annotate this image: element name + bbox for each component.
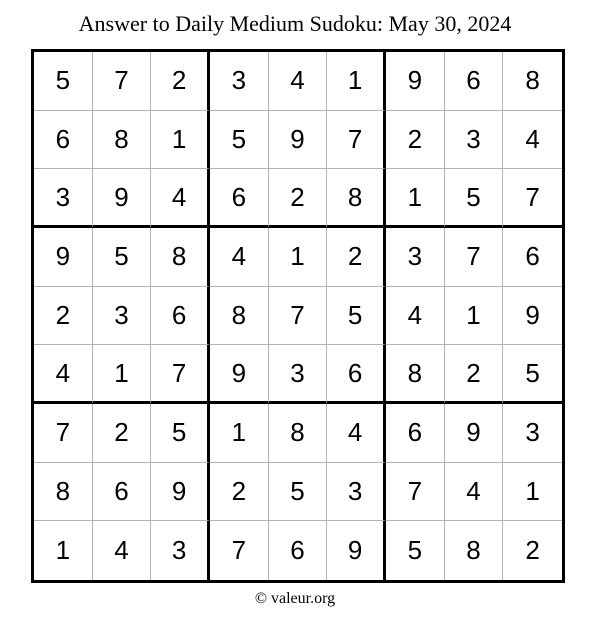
sudoku-cell-r5c3: 6	[151, 287, 210, 346]
sudoku-cell-r8c2: 6	[93, 463, 152, 522]
sudoku-cell-r1c4: 3	[210, 52, 269, 111]
sudoku-cell-r4c2: 5	[93, 228, 152, 287]
sudoku-cell-r8c3: 9	[151, 463, 210, 522]
sudoku-cell-r9c7: 5	[386, 521, 445, 580]
sudoku-cell-r2c1: 6	[34, 111, 93, 170]
sudoku-cell-r8c4: 2	[210, 463, 269, 522]
sudoku-cell-r8c7: 7	[386, 463, 445, 522]
sudoku-cell-r1c2: 7	[93, 52, 152, 111]
sudoku-cell-r3c7: 1	[386, 169, 445, 228]
sudoku-cell-r4c3: 8	[151, 228, 210, 287]
copyright-footer: © valeur.org	[254, 590, 336, 607]
sudoku-cell-r1c7: 9	[386, 52, 445, 111]
sudoku-board	[31, 49, 565, 583]
sudoku-cell-r5c5: 7	[269, 287, 328, 346]
sudoku-cell-r3c4: 6	[210, 169, 269, 228]
sudoku-cell-r7c4: 1	[210, 404, 269, 463]
sudoku-cell-r6c6: 6	[327, 345, 386, 404]
sudoku-cell-r6c1: 4	[34, 345, 93, 404]
sudoku-cell-r5c7: 4	[386, 287, 445, 346]
sudoku-cell-r7c1: 7	[34, 404, 93, 463]
sudoku-cell-r5c2: 3	[93, 287, 152, 346]
sudoku-cell-r5c9: 9	[503, 287, 562, 346]
sudoku-cell-r9c8: 8	[445, 521, 504, 580]
sudoku-cell-r8c9: 1	[503, 463, 562, 522]
sudoku-cell-r2c9: 4	[503, 111, 562, 170]
sudoku-cell-r9c6: 9	[327, 521, 386, 580]
sudoku-cell-r4c9: 6	[503, 228, 562, 287]
sudoku-cell-r1c1: 5	[34, 52, 93, 111]
sudoku-cell-r3c8: 5	[445, 169, 504, 228]
sudoku-cell-r3c2: 9	[93, 169, 152, 228]
sudoku-cell-r1c5: 4	[269, 52, 328, 111]
sudoku-cell-r9c4: 7	[210, 521, 269, 580]
sudoku-cell-r3c3: 4	[151, 169, 210, 228]
sudoku-cell-r2c4: 5	[210, 111, 269, 170]
sudoku-cell-r6c3: 7	[151, 345, 210, 404]
sudoku-cell-r8c6: 3	[327, 463, 386, 522]
sudoku-cell-r2c8: 3	[445, 111, 504, 170]
sudoku-cell-r9c5: 6	[269, 521, 328, 580]
sudoku-cell-r7c8: 9	[445, 404, 504, 463]
sudoku-cell-r3c9: 7	[503, 169, 562, 228]
sudoku-cell-r6c2: 1	[93, 345, 152, 404]
sudoku-cell-r7c7: 6	[386, 404, 445, 463]
sudoku-cell-r3c6: 8	[327, 169, 386, 228]
sudoku-cell-r4c8: 7	[445, 228, 504, 287]
sudoku-cell-r4c5: 1	[269, 228, 328, 287]
sudoku-cell-r2c7: 2	[386, 111, 445, 170]
sudoku-cell-r7c3: 5	[151, 404, 210, 463]
sudoku-cell-r9c3: 3	[151, 521, 210, 580]
page-title: Answer to Daily Medium Sudoku: May 30, 2024	[78, 11, 512, 36]
sudoku-cell-r6c9: 5	[503, 345, 562, 404]
sudoku-cell-r2c2: 8	[93, 111, 152, 170]
sudoku-cell-r4c7: 3	[386, 228, 445, 287]
sudoku-cell-r4c4: 4	[210, 228, 269, 287]
sudoku-cell-r1c9: 8	[503, 52, 562, 111]
sudoku-cell-r7c9: 3	[503, 404, 562, 463]
sudoku-cell-r2c3: 1	[151, 111, 210, 170]
sudoku-cell-r4c1: 9	[34, 228, 93, 287]
sudoku-cell-r4c6: 2	[327, 228, 386, 287]
sudoku-cell-r5c1: 2	[34, 287, 93, 346]
sudoku-cell-r9c1: 1	[34, 521, 93, 580]
sudoku-cell-r6c8: 2	[445, 345, 504, 404]
sudoku-cell-r5c4: 8	[210, 287, 269, 346]
sudoku-cell-r6c5: 3	[269, 345, 328, 404]
sudoku-cell-r1c8: 6	[445, 52, 504, 111]
sudoku-cell-r9c9: 2	[525, 535, 540, 566]
sudoku-cell-r7c5: 8	[269, 404, 328, 463]
sudoku-grid	[34, 52, 562, 580]
sudoku-cell-r9c2: 4	[93, 521, 152, 580]
sudoku-cell-r5c6: 5	[327, 287, 386, 346]
sudoku-cell-r2c5: 9	[269, 111, 328, 170]
sudoku-cell-r5c8: 1	[445, 287, 504, 346]
sudoku-cell-r3c1: 3	[34, 169, 93, 228]
sudoku-cell-r1c6: 1	[327, 52, 386, 111]
sudoku-cell-r2c6: 7	[327, 111, 386, 170]
sudoku-cell-r6c7: 8	[386, 345, 445, 404]
sudoku-cell-r1c3: 2	[151, 52, 210, 111]
sudoku-cell-r8c8: 4	[445, 463, 504, 522]
sudoku-cell-r8c5: 5	[269, 463, 328, 522]
sudoku-cell-r6c4: 9	[210, 345, 269, 404]
sudoku-cell-r7c6: 4	[327, 404, 386, 463]
sudoku-cell-r8c1: 8	[34, 463, 93, 522]
sudoku-cell-r3c5: 2	[269, 169, 328, 228]
sudoku-cell-r7c2: 2	[93, 404, 152, 463]
